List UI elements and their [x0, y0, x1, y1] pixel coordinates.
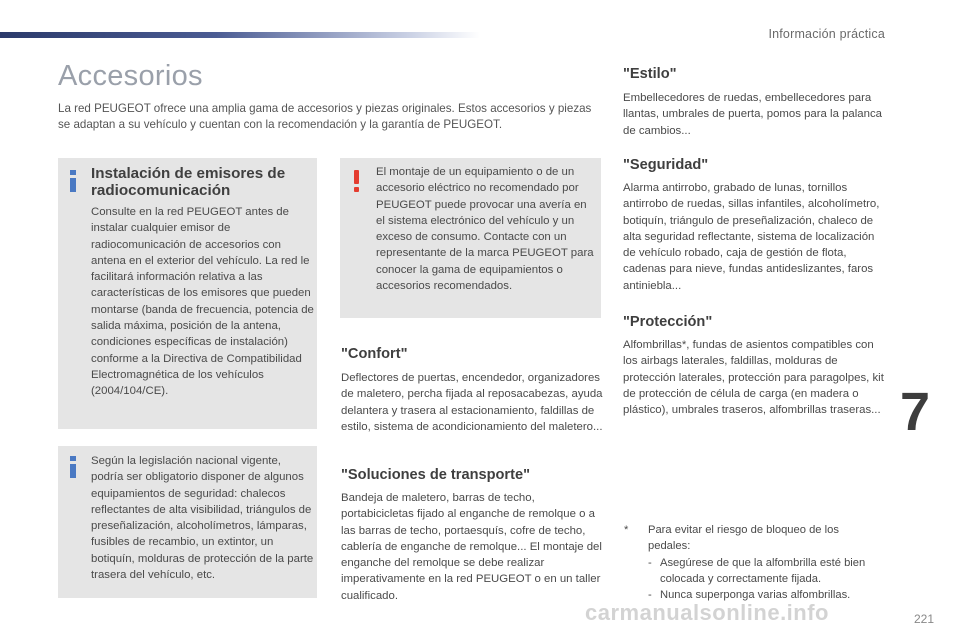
- text-proteccion: Alfombrillas*, fundas de asientos compatibles con los airbags laterales, faldillas, molduras de protección laterales, protección para paragolpes, kit de protección de célula de carga (en madera o plástico), umbrales traseros, alfombrillas traseras...: [623, 339, 884, 417]
- section-header: Información práctica: [768, 27, 885, 41]
- intro-paragraph: La red PEUGEOT ofrece una amplia gama de accesorios y piezas originales. Estos accesorios y piezas se adaptan a su vehículo y cuentan con la recomendación y la garantía de PEUGEOT.: [58, 102, 592, 131]
- watermark: carmanualsonline.info: [585, 600, 829, 625]
- footnote-item: [624, 555, 884, 588]
- page-title: Accesorios: [58, 60, 203, 92]
- footnote-item-text: Asegúrese de que la alfombrilla esté bien colocada y correctamente fijada.: [660, 556, 866, 585]
- warning-box-text: El montaje de un equipamiento o de un accesorio eléctrico no recomendado por PEUGEOT puede provocar una avería en el sistema electrónico del vehículo y un exceso de consumo. Contacte con un representante de la marca PEUGEOT para conocer la gama de equipamientos o accesorios recomendados.: [376, 166, 594, 293]
- info-icon: [69, 170, 77, 192]
- text-estilo: Embellecedores de ruedas, embellecedores para llantas, umbrales de puerta, pomos para la palanca de cambios...: [623, 92, 882, 137]
- footnote: [624, 522, 884, 603]
- footnote-item-text: Nunca superponga varias alfombrillas.: [660, 589, 851, 602]
- heading-proteccion: "Protección": [623, 314, 713, 330]
- warning-box-electrical-accessories: [340, 158, 601, 318]
- page-number: 221: [914, 612, 935, 626]
- header-color-bar: [0, 32, 480, 38]
- info-icon: [69, 456, 77, 478]
- footnote-dash: -: [648, 556, 652, 569]
- info-box-text: Según la legislación nacional vigente, podría ser obligatorio disponer de algunos equipamientos de seguridad: chalecos reflectantes de alta visibilidad, triángulos de preseñalización, alcoholímetros, lámparas, fusibles de recambio, un extintor, un botiquín, molduras de protección de la parte trasera del vehículo, etc.: [91, 455, 314, 582]
- info-box-text: Consulte en la red PEUGEOT antes de instalar cualquier emisor de radiocomunicación de accesorios con antena en el exterior del vehículo. La red le facilitará información relativa a las características de los emisores que pueden montarse (banda de frecuencia, potencia de salida máxima, posición de la antena, condiciones específicas de instalación) conforme a la Directiva de Compatibilidad Electromagnética de los vehículos (2004/104/CE).: [91, 206, 314, 398]
- info-box-safety-equipment: [58, 446, 317, 598]
- heading-estilo: "Estilo": [623, 66, 677, 82]
- info-box-title: Instalación de emisores de radiocomunicación: [91, 165, 286, 199]
- text-transporte: Bandeja de maletero, barras de techo, portabicicletas fijado al enganche de remolque o a las barras de techo, portaesquís, cofre de techo, cablería de enganche de remolque... El montaje del enganche del remolque se debe realizar imperativamente en la red PEUGEOT o en un taller cualificado.: [341, 492, 602, 602]
- heading-seguridad: "Seguridad": [623, 157, 709, 173]
- text-confort: Deflectores de puertas, encendedor, organizadores de maletero, percha fijada al reposacabezas, ayuda delantera y trasera al estacionamiento, faldillas de estilo, sistema de acondicionamiento del maletero...: [341, 372, 603, 433]
- info-box-radio-emitters: [58, 158, 317, 429]
- warning-icon: [353, 170, 361, 192]
- chapter-number: 7: [900, 382, 931, 442]
- footnote-text: Para evitar el riesgo de bloqueo de los pedales:: [648, 524, 839, 553]
- heading-transporte: "Soluciones de transporte": [341, 467, 530, 483]
- text-seguridad: Alarma antirrobo, grabado de lunas, tornillos antirrobo de ruedas, sillas infantiles, alcoholímetro, botiquín, triángulo de preseñalización, chaleco de alta seguridad reflectante, sistema de localización de vehículo robado, caja de gestión de flota, cadenas para nieve, fundas antideslizantes, faros antiniebla...: [623, 182, 880, 292]
- footnote-marker: *: [624, 524, 629, 536]
- heading-confort: "Confort": [341, 346, 408, 362]
- footnote-dash: -: [648, 589, 652, 602]
